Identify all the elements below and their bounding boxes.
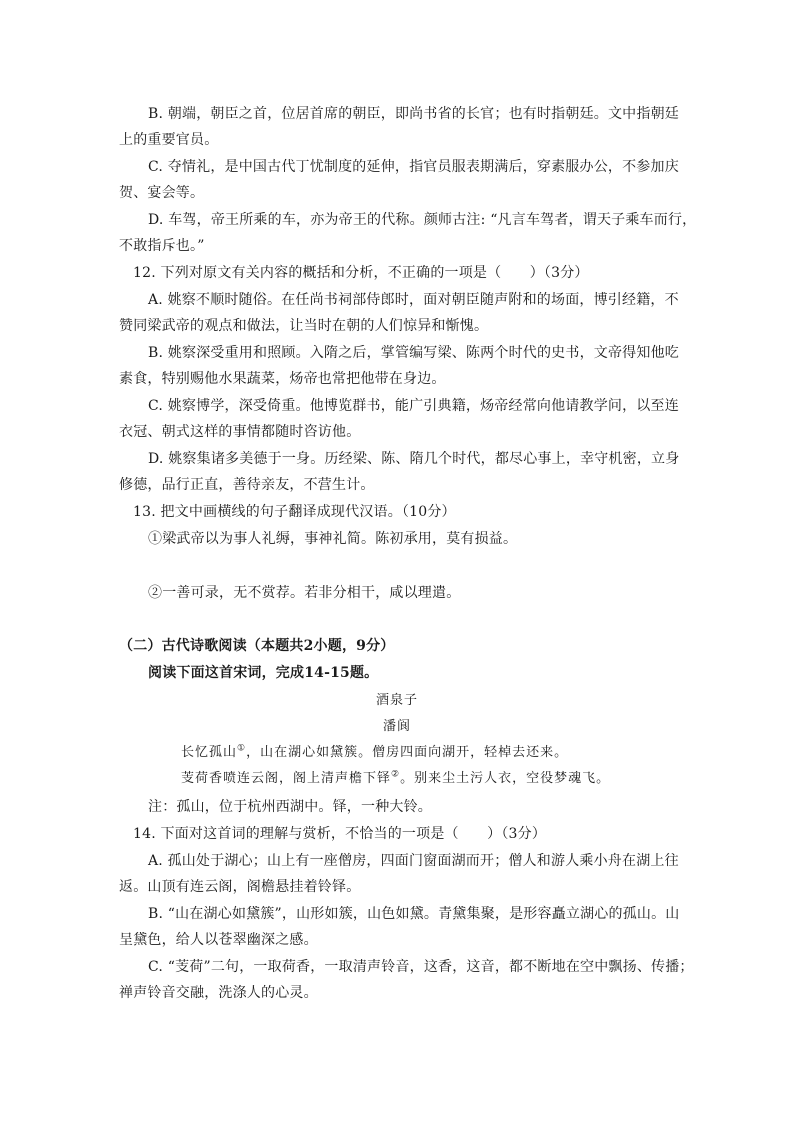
poem-author: 潘阆 xyxy=(382,719,411,734)
poem-title: 酒泉子 xyxy=(375,693,418,708)
q12-option-c-line2: 衣冠、朝式这样的事情都随时咨访他。 xyxy=(119,424,361,440)
poem-line-2-text-b: 。别来尘土污人衣，空役梦魂飞。 xyxy=(400,771,611,786)
q13-sentence-1: ①梁武帝以为事人礼缛，事神礼简。陈初承用，莫有损益。 xyxy=(148,531,518,547)
q12-option-b-line2: 素食，特别赐他水果蔬菜，炀帝也常把他带在身边。 xyxy=(119,371,446,387)
q14-stem: 14. 下面对这首词的理解与赏析，不恰当的一项是（ ）（3分） xyxy=(133,826,547,842)
q12-option-d-line2: 修德，品行正直，善待亲友，不营生计。 xyxy=(119,477,375,493)
q11-option-c-line1: C. 夺情礼，是中国古代丁忧制度的延伸，指官员服表期满后，穿素服办公，不参加庆 xyxy=(148,159,679,175)
poem-line-1 xyxy=(181,743,568,763)
poem-line-2-text-a: 芰荷香喷连云阁，阁上清声檐下铎 xyxy=(181,771,392,786)
q11-option-b-line2: 上的重要官员。 xyxy=(119,132,219,148)
section-heading: （二）古代诗歌阅读（本题共2小题，9分） xyxy=(119,638,395,654)
poem-line-2 xyxy=(181,769,610,789)
q13-sentence-2: ②一善可录，无不赏荐。若非分相干，咸以理遣。 xyxy=(148,585,461,601)
poem-line-1-text-a: 长忆孤山 xyxy=(181,745,238,760)
poem-footnote-marker-2: ② xyxy=(391,769,401,780)
q11-option-c-line2: 贺、宴会等。 xyxy=(119,185,205,201)
q12-option-d-line1: D. 姚察集诸多美德于一身。历经梁、陈、隋几个时代，都尽心事上，幸守机密，立身 xyxy=(148,451,680,467)
q12-option-a-line1: A. 姚察不顺时随俗。在任尚书祠部侍郎时，面对朝臣随声附和的场面，博引经籍，不 xyxy=(148,292,679,308)
q14-option-b-line1: B. “山在湖心如黛簇”，山形如簇，山色如黛。青黛集聚，是形容矗立湖心的孤山。山 xyxy=(148,906,680,922)
poem-line-1-text-b: ，山在湖心如黛簇。僧房四面向湖开，轻棹去还来。 xyxy=(246,745,569,760)
poem-footnote-marker-1: ① xyxy=(237,743,247,754)
q12-option-a-line2: 赞同梁武帝的观点和做法，让当时在朝的人们惊异和惭愧。 xyxy=(119,318,489,334)
q12-stem: 12. 下列对原文有关内容的概括和分析，不正确的一项是（ ）（3分） xyxy=(133,265,589,281)
q14-option-a-line2: 返。山顶有连云阁，阁檐悬挂着铃铎。 xyxy=(119,879,361,895)
q14-option-a-line1: A. 孤山处于湖心；山上有一座僧房，四面门窗面湖而开；僧人和游人乘小舟在湖上往 xyxy=(148,853,679,869)
q14-option-c-line2: 禅声铃音交融，洗涤人的心灵。 xyxy=(119,985,318,1001)
q12-option-c-line1: C. 姚察博学，深受倚重。他博览群书，能广引典籍，炀帝经常向他请教学问，以至连 xyxy=(148,398,679,414)
poem-note: 注：孤山，位于杭州西湖中。铎，一种大铃。 xyxy=(148,799,432,815)
q11-option-b-line1: B. 朝端，朝臣之首，位居首席的朝臣，即尚书省的长官；也有时指朝廷。文中指朝廷 xyxy=(148,106,679,122)
q11-option-d-line1: D. 车驾，帝王所乘的车，亦为帝王的代称。颜师古注: “凡言车驾者，谓天子乘车而行， xyxy=(148,212,697,228)
section-instruction: 阅读下面这首宋词，完成14-15题。 xyxy=(148,665,379,681)
q11-option-d-line2: 不敢指斥也。” xyxy=(119,238,205,254)
q12-option-b-line1: B. 姚察深受重用和照顾。入隋之后，掌管编写梁、陈两个时代的史书，文帝得知他吃 xyxy=(148,345,679,361)
q14-option-c-line1: C. “芰荷”二句，一取荷香，一取清声铃音，这香，这音，都不断地在空中飘扬、传播； xyxy=(148,959,694,975)
q14-option-b-line2: 呈黛色，给人以苍翠幽深之感。 xyxy=(119,932,318,948)
q13-stem: 13. 把文中画横线的句子翻译成现代汉语。（10分） xyxy=(133,504,456,520)
